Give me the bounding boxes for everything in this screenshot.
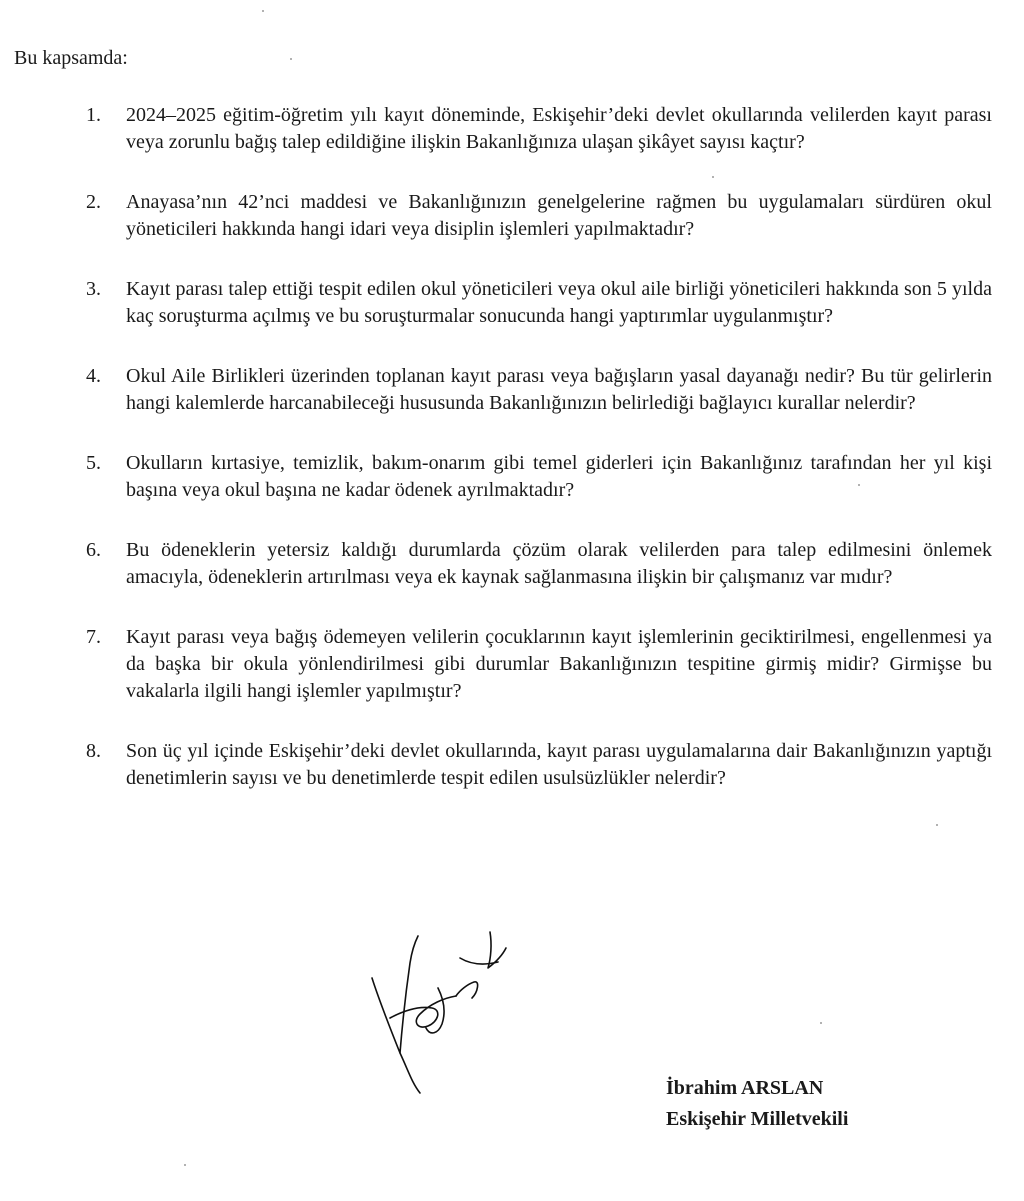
question-list — [86, 102, 992, 825]
question-text: Kayıt parası veya bağış ödemeyen velilerin çocuklarının kayıt işlemlerinin geciktirilmesi, engellenmesi ya da başka bir okula yönlendirilmesi gibi durumlar Bakanlığınızın tespitine girmiş midir? Girmişse bu vakalarla ilgili hangi işlemler yapılmıştır? — [126, 626, 992, 702]
question-number: 8. — [86, 740, 101, 762]
question-item — [86, 537, 992, 591]
question-number: 1. — [86, 104, 101, 126]
question-number: 3. — [86, 278, 101, 300]
question-text: Kayıt parası talep ettiği tespit edilen okul yöneticileri veya okul aile birliği yöneticileri hakkında son 5 yılda kaç soruşturma açılmış ve bu soruşturmalar sonucunda hangi yaptırımlar uygulanmıştır? — [126, 278, 992, 327]
scan-speck — [290, 58, 292, 60]
question-item — [86, 624, 992, 705]
intro-text: Bu kapsamda: — [14, 47, 128, 69]
scan-speck — [858, 484, 860, 486]
question-item — [86, 738, 992, 792]
question-text: 2024–2025 eğitim-öğretim yılı kayıt döneminde, Eskişehir’deki devlet okullarında velilerden kayıt parası veya zorunlu bağış talep edildiğine ilişkin Bakanlığınıza ulaşan şikâyet sayısı kaçtır? — [126, 104, 992, 153]
question-item — [86, 189, 992, 243]
signer-block — [666, 1073, 848, 1135]
question-item — [86, 363, 992, 417]
scan-speck — [936, 824, 938, 826]
question-number: 4. — [86, 365, 101, 387]
scan-speck — [184, 1164, 186, 1166]
question-number: 6. — [86, 539, 101, 561]
scan-speck — [712, 176, 714, 178]
question-text: Bu ödeneklerin yetersiz kaldığı durumlarda çözüm olarak velilerden para talep edilmesini önlemek amacıyla, ödeneklerin artırılması veya ek kaynak sağlanmasına ilişkin bir çalışmanız var mıdır? — [126, 539, 992, 588]
signer-name: İbrahim ARSLAN — [666, 1077, 824, 1099]
question-number: 5. — [86, 452, 101, 474]
question-number: 2. — [86, 191, 101, 213]
scan-speck — [262, 10, 264, 12]
question-text: Son üç yıl içinde Eskişehir’deki devlet okullarında, kayıt parası uygulamalarına dair Bakanlığınızın yaptığı denetimlerin sayısı ve bu denetimlerde tespit edilen usulsüzlükler nelerdir? — [126, 740, 992, 789]
question-text: Okulların kırtasiye, temizlik, bakım-onarım gibi temel giderleri için Bakanlığınız tarafından her yıl kişi başına veya okul başına ne kadar ödenek ayrılmaktadır? — [126, 452, 992, 501]
question-item — [86, 102, 992, 156]
question-text: Okul Aile Birlikleri üzerinden toplanan kayıt parası veya bağışların yasal dayanağı nedir? Bu tür gelirlerin hangi kalemlerde harcanabileceği hususunda Bakanlığınızın belirlediği bağlayıcı kurallar nelerdir? — [126, 365, 992, 414]
scan-speck — [820, 1022, 822, 1024]
signer-title: Eskişehir Milletvekili — [666, 1108, 849, 1130]
handwritten-signature — [360, 918, 510, 1098]
question-item — [86, 450, 992, 504]
question-text: Anayasa’nın 42’nci maddesi ve Bakanlığınızın genelgelerine rağmen bu uygulamaları sürdüren okul yöneticileri hakkında hangi idari veya disiplin işlemleri yapılmaktadır? — [126, 191, 992, 240]
question-item — [86, 276, 992, 330]
question-number: 7. — [86, 626, 101, 648]
